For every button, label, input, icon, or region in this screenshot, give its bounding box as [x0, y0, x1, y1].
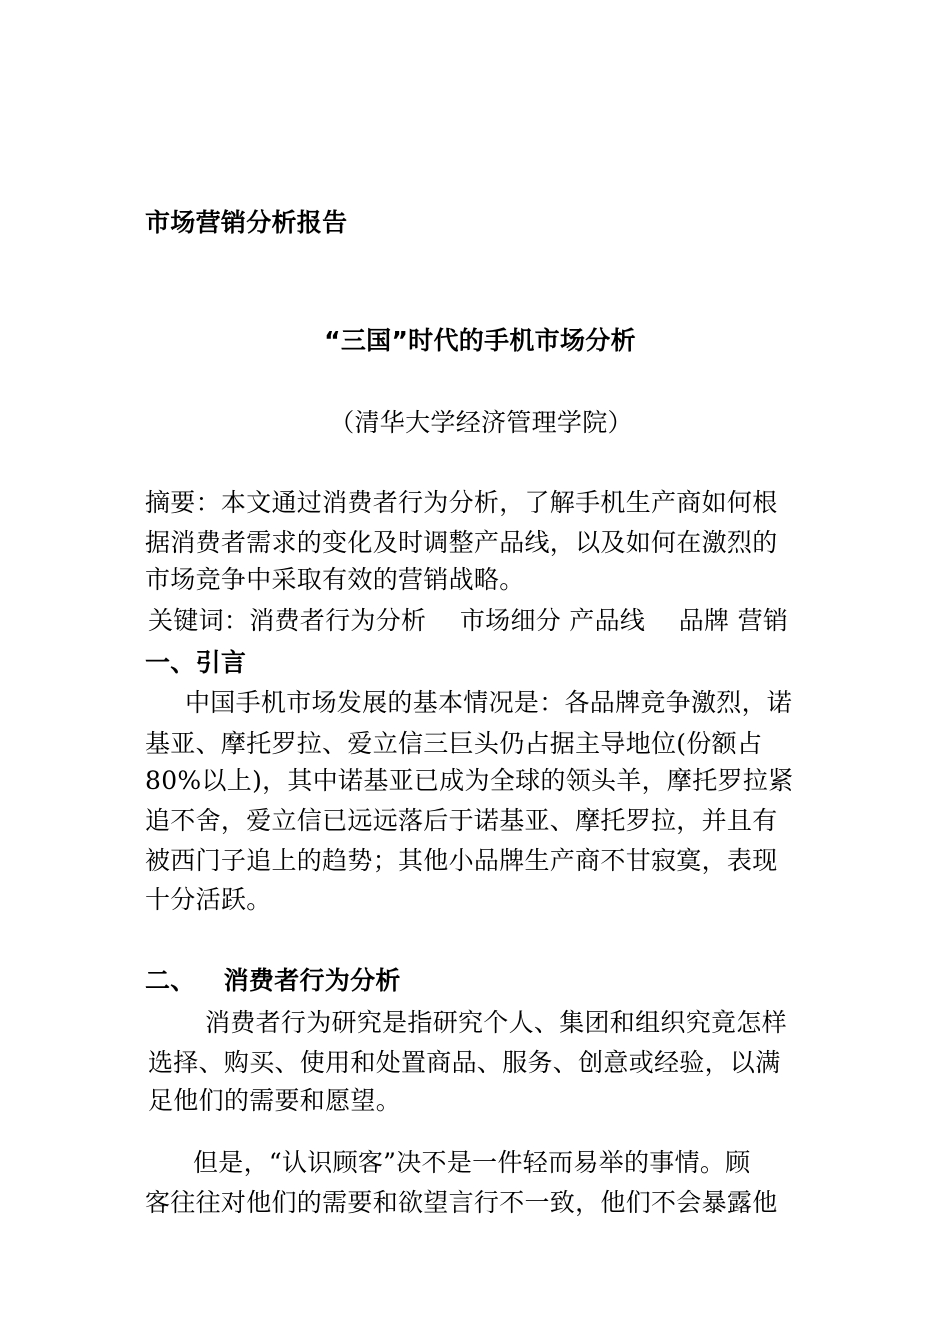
paragraph-line: 消费者行为研究是指研究个人、集团和组织究竟怎样 [205, 1008, 787, 1037]
abstract-line: 市场竞争中采取有效的营销战略。 [145, 565, 525, 594]
abstract-line: 据消费者需求的变化及时调整产品线，以及如何在激烈的 [145, 528, 778, 557]
paragraph-line: 追不舍，爱立信已远远落后于诺基亚、摩托罗拉，并且有 [145, 806, 778, 835]
section-number: 二、 [145, 966, 196, 995]
keywords-line: 关键词：消费者行为分析 市场细分 产品线 品牌 营销 [148, 606, 789, 635]
paragraph-line: 80%以上)，其中诺基亚已成为全球的领头羊，摩托罗拉紧 [145, 766, 794, 795]
paragraph-line: 选择、购买、使用和处置商品、服务、创意或经验，以满 [148, 1048, 781, 1077]
paragraph-line: 中国手机市场发展的基本情况是：各品牌竞争激烈，诺 [185, 688, 793, 717]
document-title: “三国”时代的手机市场分析 [324, 326, 636, 355]
paragraph-line: 足他们的需要和愿望。 [148, 1086, 402, 1115]
paragraph-line: 但是，“认识顾客”决不是一件轻而易举的事情。顾 [193, 1148, 751, 1177]
paragraph-line: 十分活跃。 [145, 885, 272, 914]
section-title: 消费者行为分析 [223, 966, 401, 995]
section-heading-consumer-behavior [145, 966, 401, 996]
paragraph-line: 客往往对他们的需要和欲望言行不一致，他们不会暴露他 [145, 1188, 778, 1217]
paragraph-line: 基亚、摩托罗拉、爱立信三巨头仍占据主导地位(份额占 [145, 729, 763, 758]
section-heading-introduction: 一、引言 [145, 648, 247, 677]
report-label: 市场营销分析报告 [145, 208, 348, 237]
paragraph-line: 被西门子追上的趋势；其他小品牌生产商不甘寂寞，表现 [145, 846, 778, 875]
abstract-line: 摘要：本文通过消费者行为分析，了解手机生产商如何根 [145, 488, 778, 517]
author-affiliation: （清华大学经济管理学院） [329, 408, 633, 437]
